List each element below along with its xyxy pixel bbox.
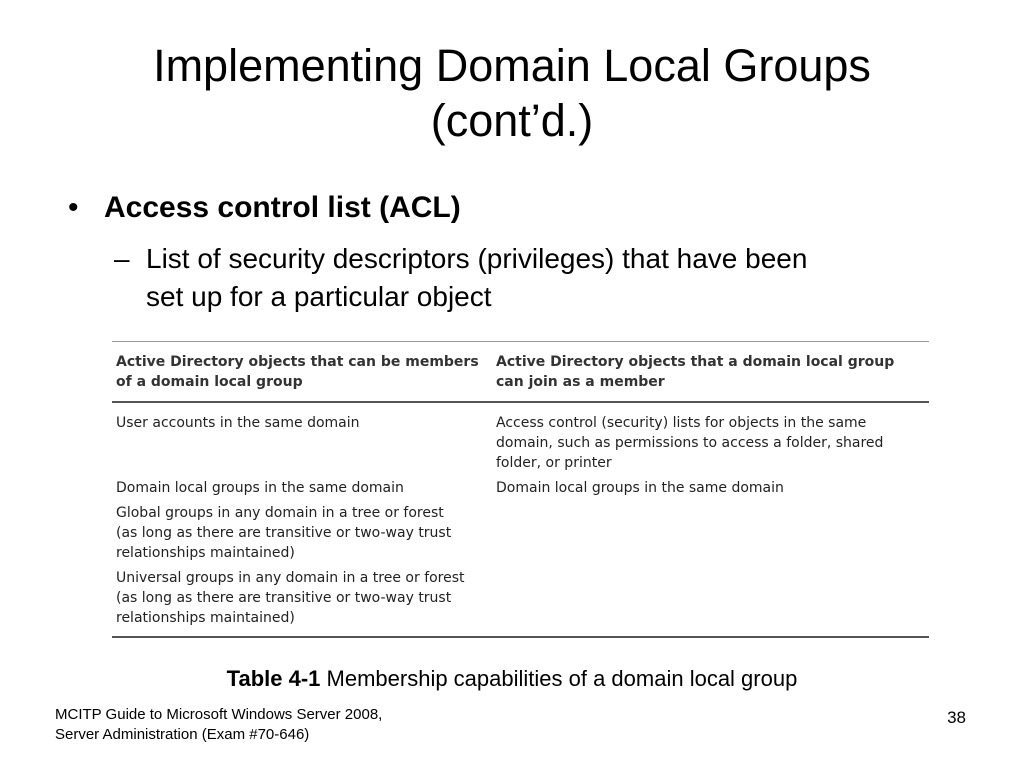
footer-line-1: MCITP Guide to Microsoft Windows Server 2008, bbox=[55, 706, 383, 723]
cell-line: relationships maintained) bbox=[116, 545, 295, 561]
cell-line: (as long as there are transitive or two-way trust bbox=[116, 525, 452, 541]
table-caption bbox=[0, 664, 1024, 694]
table-row bbox=[112, 475, 929, 500]
table-cell-join bbox=[492, 402, 929, 475]
table-cell-members bbox=[112, 500, 492, 565]
table-cell-members bbox=[112, 402, 492, 475]
cell-line: User accounts in the same domain bbox=[116, 415, 360, 431]
table-cell-members bbox=[112, 565, 492, 637]
cell-line: relationships maintained) bbox=[116, 610, 295, 626]
table-caption-text: Membership capabilities of a domain local group bbox=[320, 666, 798, 691]
sub-bullet-line-2: set up for a particular object bbox=[146, 281, 492, 312]
membership-table bbox=[112, 341, 929, 638]
column-header-join bbox=[492, 342, 929, 402]
cell-line: Global groups in any domain in a tree or forest bbox=[116, 505, 444, 521]
column-header-members-line-2: of a domain local group bbox=[116, 374, 303, 390]
table-cell-join bbox=[492, 500, 929, 565]
cell-line: (as long as there are transitive or two-way trust bbox=[116, 590, 452, 606]
footer-course-title bbox=[55, 705, 382, 745]
table-cell-join bbox=[492, 565, 929, 637]
column-header-join-line-2: can join as a member bbox=[496, 374, 665, 390]
table-caption-label: Table 4-1 bbox=[226, 666, 321, 691]
table-row bbox=[112, 565, 929, 637]
cell-line: Universal groups in any domain in a tree or forest bbox=[116, 570, 465, 586]
membership-table-figure bbox=[112, 341, 929, 638]
slide-title-line-1: Implementing Domain Local Groups bbox=[153, 40, 871, 91]
table-cell-join bbox=[492, 475, 929, 500]
column-header-join-line-1: Active Directory objects that a domain local group bbox=[496, 354, 895, 370]
footer-line-2: Server Administration (Exam #70-646) bbox=[55, 726, 310, 743]
cell-line: domain, such as permissions to access a folder, shared bbox=[496, 435, 884, 451]
table-row bbox=[112, 500, 929, 565]
bullet-acl bbox=[68, 188, 461, 228]
bullet-dot-icon: • bbox=[68, 191, 79, 224]
column-header-members bbox=[112, 342, 492, 402]
cell-line: Domain local groups in the same domain bbox=[116, 480, 404, 496]
sub-bullet-acl-definition bbox=[114, 240, 974, 316]
cell-line: folder, or printer bbox=[496, 455, 612, 471]
slide-title-line-2: (cont’d.) bbox=[430, 95, 594, 146]
page-number: 38 bbox=[947, 708, 966, 727]
sub-bullet-line-1: List of security descriptors (privileges) that have been bbox=[146, 243, 808, 274]
bullet-acl-text: Access control list (ACL) bbox=[104, 191, 461, 224]
table-header-row bbox=[112, 342, 929, 402]
column-header-members-line-1: Active Directory objects that can be members bbox=[116, 354, 479, 370]
slide-title bbox=[0, 38, 1024, 148]
sub-bullet-dash-icon: – bbox=[114, 243, 130, 274]
table-cell-members bbox=[112, 475, 492, 500]
cell-line: Access control (security) lists for objects in the same bbox=[496, 415, 867, 431]
cell-line: Domain local groups in the same domain bbox=[496, 480, 784, 496]
table-row bbox=[112, 402, 929, 475]
